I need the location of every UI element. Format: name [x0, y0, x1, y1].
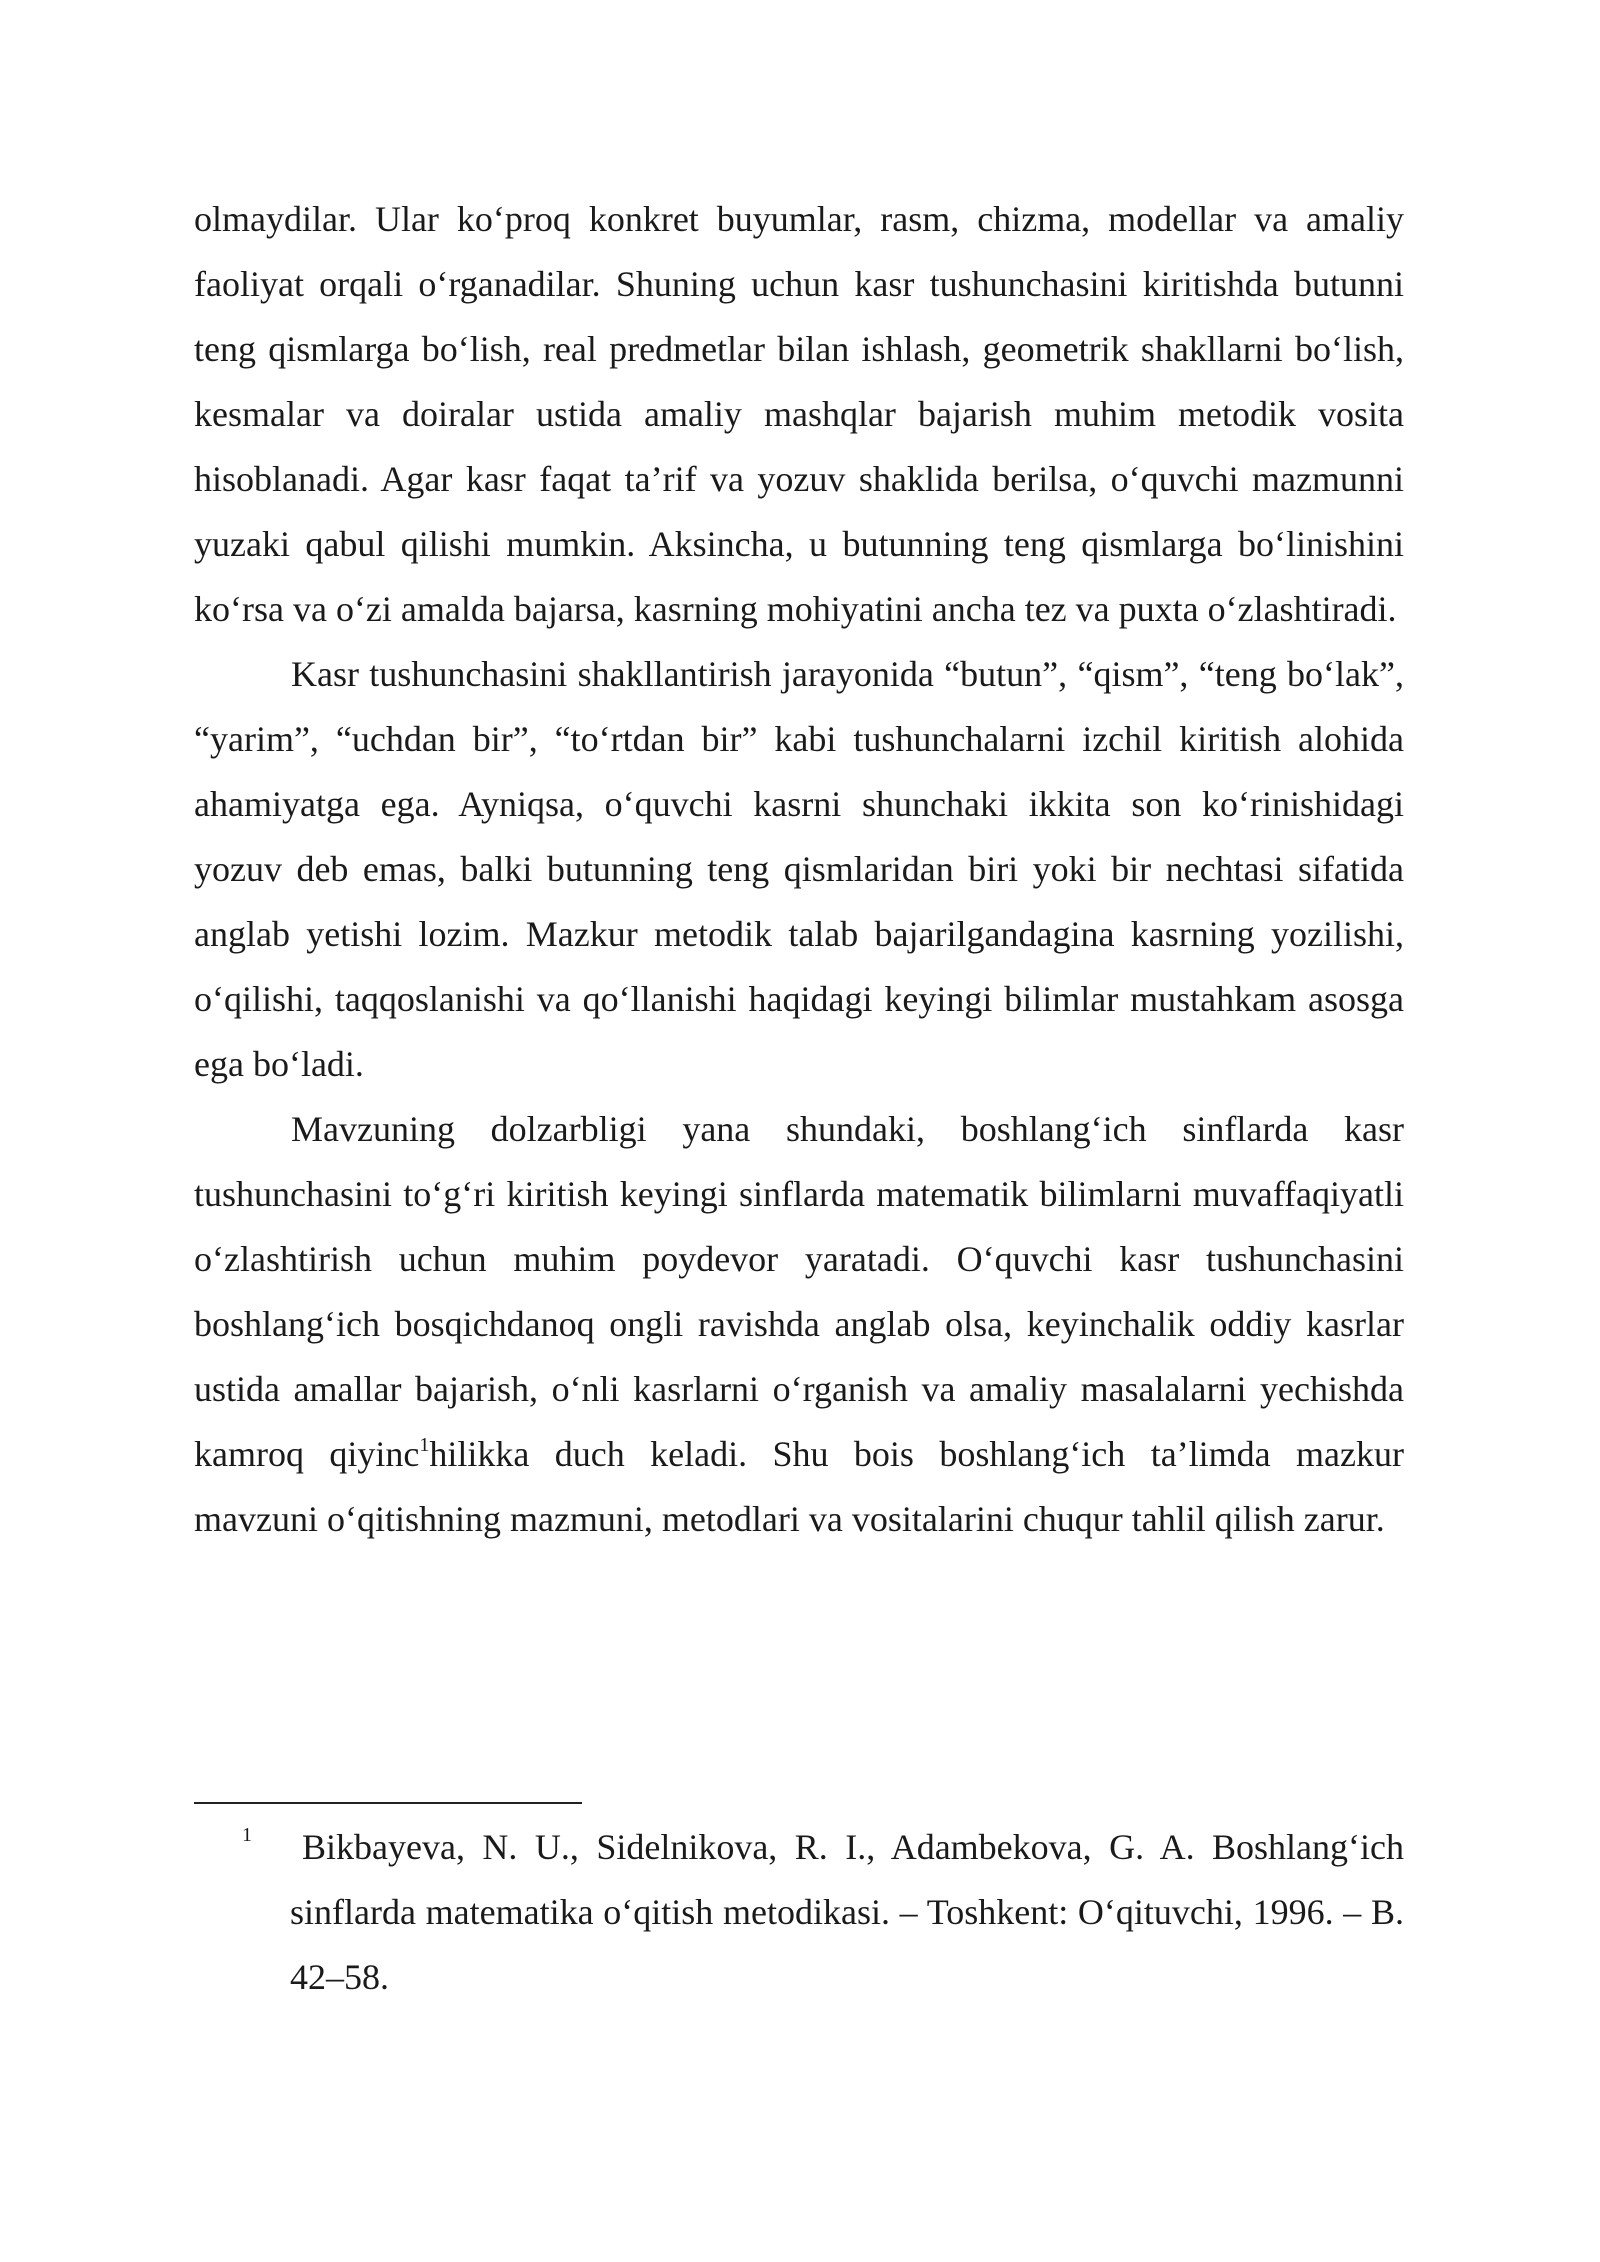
paragraph-3: [194, 1097, 1404, 1552]
body-text: [194, 187, 1404, 1552]
paragraph-2: Kasr tushunchasini shakllantirish jarayonida “butun”, “qism”, “teng bo‘lak”, “yarim”, “uchdan bir”, “to‘rtdan bir” kabi tushunchalarni izchil kiritish alohida ahamiyatga ega. Ayniqsa, o‘quvchi kasrni shunchaki ikkita son ko‘rinishidagi yozuv deb emas, balki butunning teng qismlaridan biri yoki bir nechtasi sifatida anglab yetishi lozim. Mazkur metodik talab bajarilgandagina kasrning yozilishi, o‘qilishi, taqqoslanishi va qo‘llanishi haqidagi keyingi bilimlar mustahkam asosga ega bo‘ladi.: [194, 654, 1404, 1084]
paragraph-1: olmaydilar. Ular ko‘proq konkret buyumlar, rasm, chizma, modellar va amaliy faoliyat orqali o‘rganadilar. Shuning uchun kasr tushunchasini kiritishda butunni teng qismlarga bo‘lish, real predmetlar bilan ishlash, geometrik shakllarni bo‘lish, kesmalar va doiralar ustida amaliy mashqlar bajarish muhim metodik vosita hisoblanadi. Agar kasr faqat ta’rif va yozuv shaklida berilsa, o‘quvchi mazmunni yuzaki qabul qilishi mumkin. Aksincha, u butunning teng qismlarga bo‘linishini ko‘rsa va o‘zi amalda bajarsa, kasrning mohiyatini ancha tez va puxta o‘zlashtiradi.: [194, 199, 1404, 629]
footnote-separator: [194, 1802, 582, 1804]
footnote-marker: 1: [242, 1824, 252, 1846]
footnote-citation: Bikbayeva, N. U., Sidelnikova, R. I., Adambekova, G. A. Boshlang‘ich sinflarda matematika o‘qitish metodikasi. – Toshkent: O‘qituvchi, 1996. – B. 42–58.: [290, 1827, 1404, 1997]
footnote-reference[interactable]: 1: [419, 1434, 430, 1456]
paragraph-3-text-after: hilikka duch keladi. Shu bois boshlang‘ich ta’limda mazkur mavzuni o‘qitishning mazmuni, metodlari va vositalarini chuqur tahlil qilish zarur.: [194, 1434, 1404, 1539]
footnote-text: [194, 1815, 1404, 2010]
footnote: [194, 1815, 1404, 2010]
paragraph-3-text-before: Mavzuning dolzarbligi yana shundaki, boshlang‘ich sinflarda kasr tushunchasini to‘g‘ri kiritish keyingi sinflarda matematik bilimlarni muvaffaqiyatli o‘zlashtirish uchun muhim poydevor yaratadi. O‘quvchi kasr tushunchasini boshlang‘ich bosqichdanoq ongli ravishda anglab olsa, keyinchalik oddiy kasrlar ustida amallar bajarish, o‘nli kasrlarni o‘rganish va amaliy masalalarni yechishda kamroq qiyinc: [194, 1109, 1404, 1474]
